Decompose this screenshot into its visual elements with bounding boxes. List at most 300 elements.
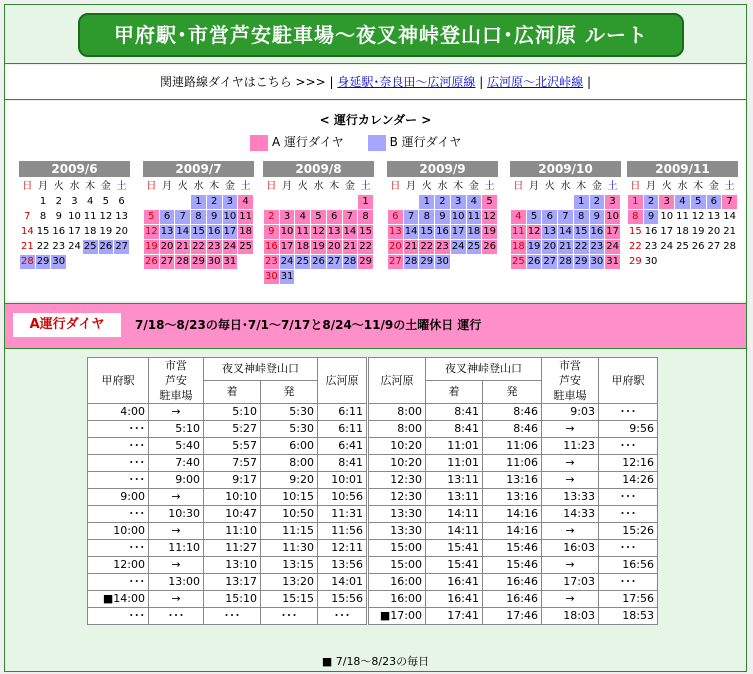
calendar-day: 7 [558, 210, 573, 224]
timetable-cell: 17:46 [483, 608, 542, 625]
related-link-kitazawa[interactable]: 広河原～北沢峠線 [487, 75, 584, 89]
calendar-legend [250, 133, 481, 151]
timetable-cell: 16:56 [599, 557, 658, 574]
timetable-cell: ･･･ [88, 608, 149, 625]
timetable-cell: 17:03 [542, 574, 599, 591]
weekday-label: 月 [282, 181, 293, 192]
calendar-day: 26 [144, 256, 158, 267]
calendar-day: 20 [388, 241, 402, 252]
timetable-cell: 10:10 [204, 489, 261, 506]
calendar-day: 24 [280, 256, 294, 267]
page-title: 甲府駅･市営芦安駐車場～夜叉神峠登山口･広河原 ルート [78, 13, 684, 57]
timetable-cell: 10:01 [318, 472, 368, 489]
calendar-day: 18 [83, 226, 97, 237]
legend-b [368, 133, 462, 151]
weekday-label: 木 [85, 181, 96, 192]
calendar-day: 31 [280, 271, 294, 282]
calendar-day: 21 [343, 241, 357, 252]
timetable-cell: 10:47 [204, 506, 261, 523]
calendar-day: 8 [39, 211, 47, 222]
calendar-day [482, 255, 497, 269]
weekday-label: 土 [116, 181, 127, 192]
timetable-cell: 14:16 [483, 523, 542, 540]
calendar-day [675, 255, 690, 269]
timetable-cell: ･･･ [88, 421, 149, 438]
timetable-cell: ･･･ [599, 489, 658, 506]
calendar-title: < 運行カレンダー > [319, 113, 432, 127]
timetable-cell: 6:11 [318, 404, 368, 421]
timetable-cell: ■17:00 [368, 608, 426, 625]
calendar-day: 27 [160, 256, 174, 267]
timetable-cell: → [542, 421, 599, 438]
calendar-day: 16 [590, 226, 604, 237]
page-frame [4, 4, 747, 672]
timetable-cell: 15:10 [204, 591, 261, 608]
timetable-cell: 8:00 [368, 421, 426, 438]
calendar-day [238, 255, 253, 269]
calendar-day: 5 [311, 210, 326, 224]
calendar-day [527, 195, 542, 209]
calendar-day: 23 [52, 241, 66, 252]
weekday-label: 土 [724, 181, 735, 192]
header-dep: 発 [261, 381, 318, 404]
weekday-label: 火 [544, 181, 555, 192]
timetable-cell: 8:41 [426, 404, 483, 421]
calendar-day: 17 [68, 226, 81, 237]
timetable-cell: 11:31 [318, 506, 368, 523]
calendar-section [5, 101, 746, 301]
calendar-day: 12 [691, 211, 705, 222]
timetable-cell: 15:00 [368, 540, 426, 557]
timetable-cell: 5:10 [149, 421, 204, 438]
header-hirogawara-2: 広河原 [368, 358, 426, 404]
timetable-cell: 16:46 [483, 574, 542, 591]
calendar-day: 11 [239, 211, 252, 222]
weekday-label: 日 [146, 181, 157, 192]
calendar-day [511, 195, 526, 209]
calendar-day: 14 [404, 226, 418, 237]
related-link-minobu[interactable]: 身延駅･奈良田～広河原線 [337, 75, 476, 89]
calendar-day: 10 [280, 226, 294, 237]
calendar-day: 16 [207, 226, 221, 237]
calendar-day: 30 [264, 271, 278, 282]
timetable-cell: 12:30 [368, 489, 426, 506]
weekday-label: 土 [360, 181, 371, 192]
calendar-day: 24 [606, 241, 619, 252]
weekday-label: 水 [69, 181, 80, 192]
calendar-day: 28 [343, 256, 357, 267]
timetable-cell: → [149, 557, 204, 574]
timetable-cell: 9:00 [88, 489, 149, 506]
timetable-cell: 10:20 [368, 455, 426, 472]
calendar-day: 20 [115, 226, 128, 237]
timetable-cell: 12:16 [599, 455, 658, 472]
timetable-row [88, 523, 658, 540]
calendar-day: 6 [327, 210, 342, 224]
timetable-cell: 9:03 [542, 404, 599, 421]
calendar-day: 21 [20, 241, 34, 252]
calendar-day: 24 [68, 241, 81, 252]
legend-b-label: B 運行ダイヤ [389, 135, 462, 149]
calendar-day: 17 [223, 226, 237, 237]
timetable-row [88, 455, 658, 472]
timetable-cell: ■14:00 [88, 591, 149, 608]
timetable [87, 357, 658, 625]
calendar-day: 7 [722, 195, 737, 209]
calendar-day: 6 [707, 195, 722, 209]
calendar-day: 3 [280, 210, 295, 224]
timetable-cell: 12:11 [318, 540, 368, 557]
calendar-day: 16 [52, 226, 66, 237]
calendar-day: 9 [264, 225, 279, 239]
weekday-label: 土 [240, 181, 251, 192]
timetable-cell: 9:56 [599, 421, 658, 438]
timetable-cell: 10:30 [149, 506, 204, 523]
timetable-cell: → [149, 489, 204, 506]
calendar-day [467, 255, 482, 269]
calendar-day: 2 [207, 195, 222, 209]
calendar-day: 30 [644, 256, 658, 267]
timetable-cell: ･･･ [204, 608, 261, 625]
timetable-cell: 15:00 [368, 557, 426, 574]
calendar-day: 18 [296, 241, 310, 252]
timetable-cell: 13:16 [483, 472, 542, 489]
timetable-cell: ･･･ [88, 574, 149, 591]
calendar-day: 13 [388, 226, 402, 237]
legend-b-swatch [368, 135, 386, 151]
timetable-cell: 16:41 [426, 591, 483, 608]
calendar-day: 3 [71, 196, 78, 207]
calendar-day: 8 [191, 210, 206, 224]
calendar-day: 11 [511, 226, 525, 237]
timetable-cell: 11:10 [149, 540, 204, 557]
calendar-day: 13 [543, 226, 557, 237]
calendar-day: 16 [644, 226, 658, 237]
timetable-cell: 16:41 [426, 574, 483, 591]
timetable-cell: 8:41 [318, 455, 368, 472]
weekday-label: 金 [344, 181, 355, 192]
calendar-day: 21 [176, 241, 190, 252]
timetable-cell: → [149, 523, 204, 540]
timetable-row [88, 506, 658, 523]
calendar-day [83, 255, 98, 269]
timetable-cell: 5:27 [204, 421, 261, 438]
calendar-day: 5 [144, 210, 159, 224]
calendar-day: 23 [436, 241, 449, 252]
timetable-cell: 10:20 [368, 438, 426, 455]
timetable-cell: ･･･ [599, 574, 658, 591]
calendar-day: 17 [660, 226, 674, 237]
weekday-label: 水 [560, 181, 571, 192]
timetable-row [88, 421, 658, 438]
calendar-day: 12 [483, 211, 496, 222]
timetable-cell: 16:00 [368, 591, 426, 608]
calendar-day: 16 [264, 241, 278, 252]
calendar-day: 7 [175, 210, 190, 224]
timetable-cell: 14:16 [483, 506, 542, 523]
timetable-cell: 13:15 [261, 557, 318, 574]
weekday-label: 日 [22, 181, 33, 192]
calendar-day: 22 [36, 241, 50, 252]
timetable-cell: 13:16 [483, 489, 542, 506]
calendar-day [295, 270, 310, 284]
timetable-cell: 8:00 [261, 455, 318, 472]
timetable-cell: → [542, 472, 599, 489]
timetable-cell: 6:00 [261, 438, 318, 455]
calendar-day: 12 [144, 226, 158, 237]
calendar-day: 17 [606, 226, 619, 237]
timetable-cell: 13:17 [204, 574, 261, 591]
calendar-day [114, 255, 129, 269]
timetable-cell: 15:15 [261, 591, 318, 608]
calendar-day: 23 [207, 241, 221, 252]
timetable-cell: 13:00 [149, 574, 204, 591]
calendar-day: 25 [239, 241, 252, 252]
month-calendar [263, 161, 374, 285]
timetable-cell: 5:57 [204, 438, 261, 455]
calendar-day: 28 [20, 256, 34, 267]
timetable-cell: ･･･ [599, 438, 658, 455]
header-kofu-2: 甲府駅 [599, 358, 658, 404]
a-schedule-banner [5, 303, 746, 349]
a-schedule-text: 7/18～8/23の毎日･7/1～7/17と8/24～11/9の土曜休日 運行 [135, 318, 482, 332]
calendar-day: 9 [435, 210, 450, 224]
weekday-label: 日 [630, 181, 641, 192]
calendar-day: 25 [296, 256, 310, 267]
calendar-day: 27 [115, 241, 128, 252]
timetable-cell: ･･･ [599, 540, 658, 557]
calendar-day: 3 [451, 195, 466, 209]
calendar-day: 15 [36, 226, 50, 237]
calendar-day: 27 [388, 256, 402, 267]
calendar-day: 7 [343, 210, 358, 224]
calendar-day: 1 [39, 196, 47, 207]
header-yasha-2: 夜叉神峠登山口 [426, 358, 542, 381]
timetable-cell: 9:20 [261, 472, 318, 489]
weekday-label: 木 [576, 181, 587, 192]
calendar-day: 23 [644, 241, 658, 252]
calendar-day: 22 [628, 241, 642, 252]
timetable-cell: 10:56 [318, 489, 368, 506]
calendar-day [722, 255, 737, 269]
calendar-day: 6 [388, 210, 403, 224]
calendar-day: 25 [83, 241, 97, 252]
calendar-day [311, 270, 326, 284]
timetable-cell: 13:56 [318, 557, 368, 574]
header-arr-2: 着 [426, 381, 483, 404]
calendar-day: 2 [435, 195, 450, 209]
timetable-row [88, 438, 658, 455]
timetable-cell: 12:30 [368, 472, 426, 489]
timetable-cell: 10:15 [261, 489, 318, 506]
timetable-row [88, 608, 658, 625]
calendar-day: 9 [644, 210, 659, 224]
calendar-day: 14 [176, 226, 190, 237]
calendar-day: 1 [358, 195, 373, 209]
calendar-day: 29 [192, 256, 205, 267]
calendar-day: 15 [628, 226, 642, 237]
calendar-day: 11 [83, 211, 97, 222]
calendar-day [558, 195, 573, 209]
timetable-cell: 4:00 [88, 404, 149, 421]
calendar-day: 21 [723, 226, 736, 237]
legend-a-label: A 運行ダイヤ [272, 135, 344, 149]
month-label: 2009/6 [19, 161, 130, 177]
calendar-day: 19 [527, 241, 541, 252]
timetable-cell: 12:00 [88, 557, 149, 574]
legend-a [250, 133, 344, 151]
timetable-cell: 8:46 [483, 404, 542, 421]
calendar-day: 1 [628, 195, 643, 209]
calendar-day: 24 [660, 241, 674, 252]
calendar-day: 3 [659, 195, 674, 209]
calendar-day: 14 [20, 226, 34, 237]
weekday-label: 月 [529, 181, 540, 192]
calendar-day [264, 195, 279, 209]
timetable-cell: 11:56 [318, 523, 368, 540]
header-yasha: 夜叉神峠登山口 [204, 358, 318, 381]
calendar-day: 10 [606, 211, 619, 222]
calendar-day: 18 [239, 226, 252, 237]
calendar-day: 4 [467, 195, 482, 209]
weekday-label: 木 [329, 181, 340, 192]
calendar-day: 13 [707, 211, 721, 222]
month-label: 2009/11 [627, 161, 738, 177]
weekday-label: 火 [177, 181, 188, 192]
timetable-row [88, 404, 658, 421]
calendar-day: 2 [264, 210, 279, 224]
calendar-day: 14 [723, 211, 736, 222]
timetable-cell: 11:30 [261, 540, 318, 557]
timetable-cell: 16:46 [483, 591, 542, 608]
calendar-day: 7 [404, 210, 419, 224]
calendar-day: 5 [691, 195, 706, 209]
timetable-cell: 10:50 [261, 506, 318, 523]
timetable-cell: 13:33 [542, 489, 599, 506]
timetable-cell: 5:30 [261, 404, 318, 421]
timetable-cell: 5:40 [149, 438, 204, 455]
weekday-label: 金 [224, 181, 235, 192]
calendar-day [99, 255, 114, 269]
timetable-cell: 13:20 [261, 574, 318, 591]
calendar-day: 11 [296, 226, 310, 237]
calendar-day [404, 195, 419, 209]
calendar-day: 18 [467, 226, 481, 237]
calendar-day [144, 195, 159, 209]
calendar-day: 15 [420, 226, 434, 237]
calendar-day: 16 [436, 226, 449, 237]
title-section [5, 5, 746, 63]
timetable-cell: 11:06 [483, 438, 542, 455]
timetable-cell: 6:11 [318, 421, 368, 438]
month-calendar [510, 161, 621, 270]
weekday-label: 金 [100, 181, 111, 192]
calendar-day: 30 [207, 256, 221, 267]
calendar-day: 10 [223, 211, 237, 222]
calendar-day: 6 [160, 210, 175, 224]
timetable-cell: 18:53 [599, 608, 658, 625]
calendar-day: 8 [574, 210, 589, 224]
weekday-label: 水 [677, 181, 688, 192]
calendar-day [160, 195, 175, 209]
month-label: 2009/9 [387, 161, 498, 177]
timetable-cell: → [542, 591, 599, 608]
calendar-day: 23 [590, 241, 604, 252]
calendar-day: 8 [419, 210, 434, 224]
timetable-cell: 9:00 [149, 472, 204, 489]
timetable-cell: → [149, 591, 204, 608]
month-label: 2009/10 [510, 161, 621, 177]
calendar-day: 29 [420, 256, 434, 267]
weekday-label: 月 [38, 181, 49, 192]
timetable-cell: ･･･ [318, 608, 368, 625]
calendar-day: 20 [327, 241, 341, 252]
calendar-day: 28 [404, 256, 418, 267]
timetable-cell: ･･･ [149, 608, 204, 625]
calendar-day: 30 [52, 256, 66, 267]
calendar-day: 5 [527, 210, 542, 224]
timetable-cell: 13:30 [368, 523, 426, 540]
weekday-label: 水 [193, 181, 204, 192]
weekday-label: 月 [162, 181, 173, 192]
calendar-day [707, 255, 722, 269]
timetable-cell: 11:06 [483, 455, 542, 472]
weekday-label: 日 [266, 181, 277, 192]
timetable-cell: 8:00 [368, 404, 426, 421]
calendar-day: 21 [404, 241, 418, 252]
timetable-cell: ･･･ [88, 455, 149, 472]
weekday-label: 日 [513, 181, 524, 192]
calendar-day: 3 [605, 195, 620, 209]
calendar-day: 28 [176, 256, 190, 267]
calendar-day: 15 [574, 226, 588, 237]
timetable-cell: 11:01 [426, 438, 483, 455]
calendar-day: 4 [86, 196, 94, 207]
timetable-cell: ･･･ [88, 472, 149, 489]
month-calendar [627, 161, 738, 270]
calendar-day: 2 [55, 196, 62, 207]
timetable-row [88, 472, 658, 489]
calendar-day: 6 [542, 210, 557, 224]
timetable-cell: 18:03 [542, 608, 599, 625]
timetable-cell: 16:03 [542, 540, 599, 557]
calendar-day: 21 [559, 241, 572, 252]
timetable-cell: 5:10 [204, 404, 261, 421]
calendar-day: 11 [467, 211, 481, 222]
weekday-label: 金 [708, 181, 719, 192]
calendar-day: 12 [312, 226, 325, 237]
calendar-day: 1 [419, 195, 434, 209]
calendar-day: 15 [359, 226, 372, 237]
timetable-cell: ･･･ [599, 404, 658, 421]
timetable-cell: ･･･ [261, 608, 318, 625]
header-kofu: 甲府駅 [88, 358, 149, 404]
related-prefix: 関連路線ダイヤはこちら >>> | [159, 75, 334, 89]
calendar-day: 3 [223, 195, 238, 209]
calendar-day: 2 [590, 195, 605, 209]
calendar-day: 10 [68, 211, 81, 222]
calendar-day: 27 [707, 241, 721, 252]
calendar-day: 12 [527, 226, 541, 237]
calendar-day: 22 [192, 241, 205, 252]
timetable-cell: 11:15 [261, 523, 318, 540]
calendar-day: 26 [527, 256, 541, 267]
month-label: 2009/8 [263, 161, 374, 177]
weekday-label: 土 [484, 181, 495, 192]
calendar-day [388, 195, 403, 209]
calendar-day: 1 [574, 195, 589, 209]
timetable-cell: 13:11 [426, 489, 483, 506]
